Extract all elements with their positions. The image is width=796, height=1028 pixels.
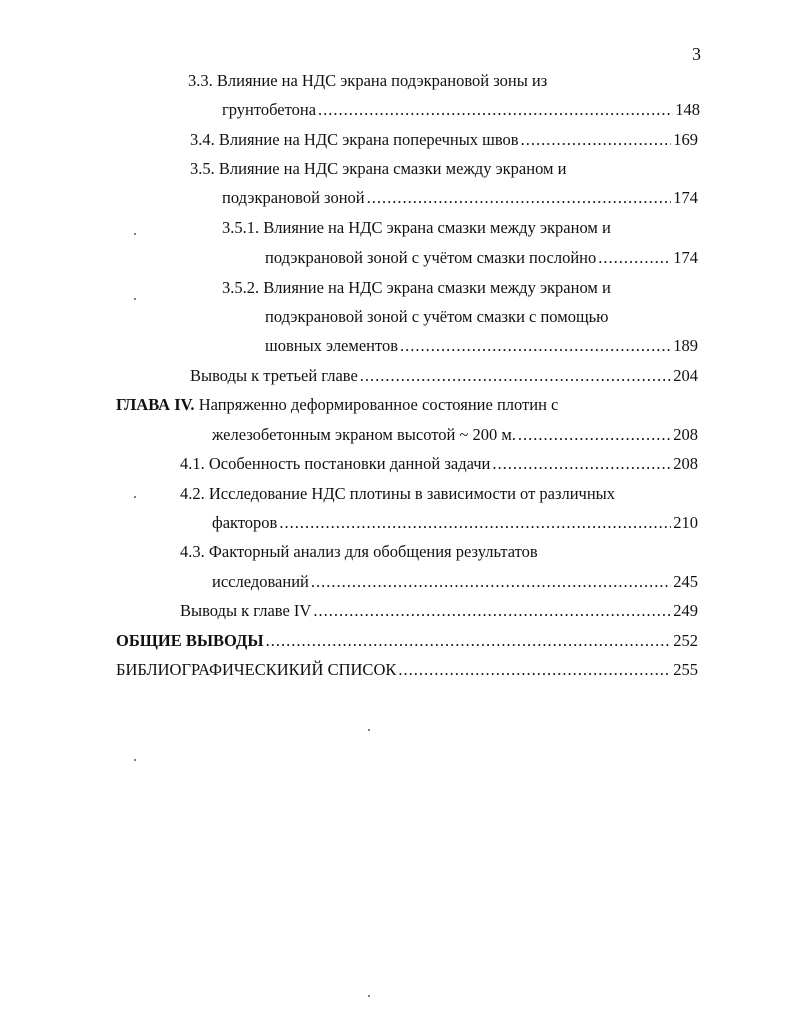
toc-4-2-entry [212, 513, 698, 533]
toc-3-5-1-title: 3.5.1. Влияние на НДС экрана смазки между экраном и [222, 218, 611, 237]
toc-3-3-title: 3.3. Влияние на НДС экрана подэкрановой зоны из [188, 71, 548, 90]
scan-speck [368, 729, 370, 731]
toc-4-1-text: 4.1. Особенность постановки данной задачи [180, 454, 491, 473]
toc-general-conclusions-page: 252 [673, 631, 698, 650]
scan-speck [134, 759, 136, 761]
toc-3-5-2-line2: подэкрановой зоной с учётом смазки с помощью [265, 307, 609, 326]
toc-4-3-text: исследований [212, 572, 309, 591]
toc-3-3-page: 148 [675, 100, 700, 119]
toc-4-2-page: 210 [673, 513, 698, 532]
toc-4-3-page: 245 [673, 572, 698, 591]
toc-3-5-2-text: шовных элементов [265, 336, 399, 355]
dot-leader [492, 454, 671, 474]
toc-3-5-text: подэкрановой зоной [222, 188, 365, 207]
toc-3-3-entry [222, 100, 700, 120]
dot-leader [360, 366, 671, 386]
toc-3-4-page: 169 [673, 130, 698, 149]
toc-conclusions-4-entry [180, 601, 698, 621]
dot-leader [400, 336, 671, 356]
toc-3-5-entry [222, 188, 698, 208]
dot-leader [313, 601, 671, 621]
dot-leader [598, 248, 671, 268]
page-number: 3 [692, 44, 701, 64]
toc-chapter-4-text: железобетонным экраном высотой ~ 200 м. [212, 425, 516, 444]
toc-4-1-entry [180, 454, 698, 474]
toc-4-2-title: 4.2. Исследование НДС плотины в зависимости от различных [180, 484, 616, 503]
toc-3-4-entry [190, 130, 698, 150]
scan-speck [368, 995, 370, 997]
chapter-4-label: ГЛАВА IV. [116, 395, 195, 414]
toc-bibliography-text: БИБЛИОГРАФИЧЕСКИКИЙ СПИСОК [116, 660, 397, 679]
toc-chapter-4-entry [212, 425, 698, 445]
dot-leader [398, 660, 671, 680]
toc-3-5-2-entry [265, 336, 698, 356]
dot-leader [518, 425, 671, 445]
toc-4-3-entry [212, 572, 698, 592]
toc-conclusions-3-entry [190, 366, 698, 386]
scan-speck [134, 496, 136, 498]
toc-chapter-4-page: 208 [673, 425, 698, 444]
toc-3-5-title: 3.5. Влияние на НДС экрана смазки между экраном и [190, 159, 567, 178]
toc-4-1-page: 208 [673, 454, 698, 473]
dot-leader [266, 631, 672, 651]
scan-speck [134, 233, 136, 235]
dot-leader [367, 188, 672, 208]
toc-3-5-1-text: подэкрановой зоной с учётом смазки послойно [265, 248, 597, 267]
dot-leader [318, 100, 673, 120]
toc-3-5-1-entry [265, 248, 698, 268]
toc-conclusions-4-page: 249 [673, 601, 698, 620]
toc-4-2-text: факторов [212, 513, 278, 532]
toc-chapter-4-title [116, 395, 558, 415]
chapter-4-title-text: Напряженно деформированное состояние плотин с [194, 395, 559, 414]
dot-leader [311, 572, 671, 592]
dot-leader [279, 513, 671, 533]
toc-bibliography-page: 255 [673, 660, 698, 679]
toc-3-5-1-page: 174 [673, 248, 698, 267]
scan-speck [134, 298, 136, 300]
toc-bibliography-entry [116, 660, 698, 680]
toc-3-5-2-page: 189 [673, 336, 698, 355]
toc-conclusions-3-page: 204 [673, 366, 698, 385]
toc-3-5-page: 174 [673, 188, 698, 207]
toc-4-3-title: 4.3. Факторный анализ для обобщения результатов [180, 542, 538, 561]
toc-general-conclusions-entry [116, 631, 698, 651]
toc-3-4-text: 3.4. Влияние на НДС экрана поперечных швов [190, 130, 519, 149]
dot-leader [521, 130, 672, 150]
toc-conclusions-3-text: Выводы к третьей главе [190, 366, 358, 385]
toc-3-5-2-title: 3.5.2. Влияние на НДС экрана смазки между экраном и [222, 278, 611, 297]
toc-general-conclusions-text: ОБЩИЕ ВЫВОДЫ [116, 631, 264, 650]
toc-3-3-text: грунтобетона [222, 100, 317, 119]
toc-conclusions-4-text: Выводы к главе IV [180, 601, 312, 620]
